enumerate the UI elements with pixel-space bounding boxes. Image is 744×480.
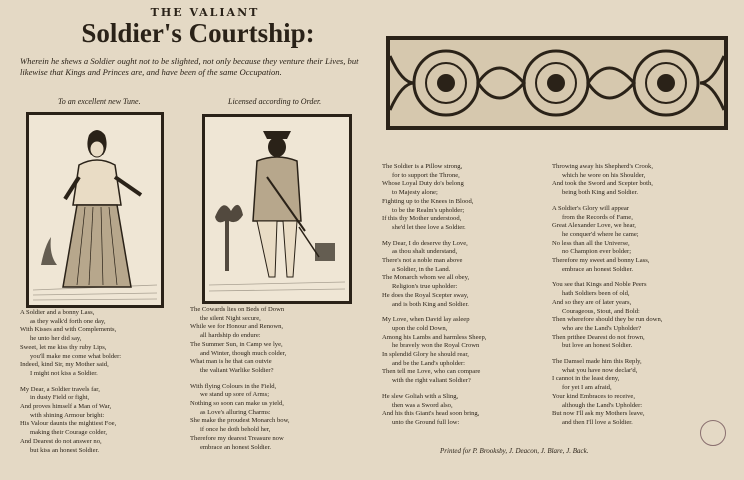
verse-line: Then tell me Love, who can compare — [382, 368, 481, 376]
verse-line: You see that Kings and Noble Peers — [552, 281, 647, 289]
tune-note: To an excellent new Tune. — [58, 97, 141, 106]
verse-line: a Soldier, in the Land. — [392, 265, 451, 273]
verse-line: what you have now declar'd, — [562, 366, 638, 374]
verse-line: he bravely won the Royal Crown — [392, 342, 480, 350]
verse-line: Therefore my sweet and bonny Lass, — [552, 257, 650, 265]
verse-line: but love an honest Soldier. — [562, 342, 633, 350]
verse-line: all hardship do endure: — [200, 332, 261, 340]
verse-line: I might not kiss a Soldier. — [30, 369, 98, 377]
woodcut-soldier-image — [202, 114, 352, 304]
verse-line: Therefore my dearest Treasure now — [190, 434, 284, 442]
verse-line: Throwing away his Shepherd's Crook, — [552, 163, 653, 170]
verse-line: embrace an honest Soldier. — [200, 443, 272, 451]
verse-line: Then wherefore should they be run down, — [552, 316, 663, 324]
verse-line: we stand up sore of Arms; — [200, 391, 270, 399]
verse-line: the valiant Warlike Soldier? — [200, 366, 274, 374]
verse-line: Fighting up to the Knees in Blood, — [382, 197, 474, 205]
verse-line: Sweet, let me kiss thy ruby Lips, — [20, 343, 107, 351]
verse-line: And took the Sword and Scepter both, — [552, 180, 653, 188]
verse-column-4 — [552, 163, 730, 428]
verse-line: being both King and Soldier. — [562, 189, 639, 197]
verse-line: In splendid Glory he should rear, — [382, 351, 469, 359]
verse-column-2 — [190, 306, 360, 452]
verse-line: Then prithee Dearest do not frown, — [552, 333, 645, 341]
woodcut-woman-image — [26, 112, 164, 308]
verse-line: The Damsel made him this Reply, — [552, 358, 642, 366]
verse-line: If this thy Mother understood, — [382, 215, 462, 223]
verse-line: While we for Honour and Renown, — [190, 323, 284, 331]
verse-line: who are the Land's Upholder? — [562, 324, 642, 332]
verse-line: The Soldier is a Pillow strong, — [382, 163, 463, 170]
verse-line: Religion's true upholder: — [392, 283, 458, 291]
verse-column-3 — [382, 163, 552, 428]
verse-line: no Champion ever bolder; — [562, 248, 632, 256]
verse-line: the silent Night secure, — [200, 314, 261, 322]
verse-line: embrace an honest Soldier. — [562, 265, 634, 273]
verse-line: and then I'll love a Soldier. — [562, 418, 633, 426]
verse-line: No less than all the Universe, — [552, 239, 630, 247]
verse-line: from the Records of Fame, — [562, 213, 633, 221]
ornamental-border-image — [386, 36, 728, 130]
license-note: Licensed according to Order. — [228, 97, 322, 106]
ballad-subtitle: Wherein he shews a Soldier ought not to be slighted, not only because they venture their Lives, but likewise that Kings and Princes are, and have been of the same Occupation. — [20, 56, 359, 77]
verse-line: making their Courage colder, — [30, 429, 108, 437]
verse-line: which he wore on his Shoulder, — [562, 171, 646, 179]
pretitle: THE VALIANT — [150, 6, 260, 19]
verse-line: Your kind Embraces to receive, — [552, 392, 636, 400]
verse-line: he unto her did say, — [30, 335, 82, 343]
verse-line: My Dear, a Soldier travels far, — [20, 385, 100, 393]
verse-line: he conquer'd where he came; — [562, 230, 639, 238]
ballad-title: Soldier's Courtship: — [81, 18, 315, 48]
verse-line: then was a Sword also, — [392, 401, 453, 409]
verse-line: for to support the Throne, — [392, 171, 460, 179]
verse-line: He slew Goliah with a Sling, — [382, 392, 459, 400]
verse-line: The Cowards lies on Beds of Down — [190, 306, 285, 313]
verse-line: with the right valiant Soldier? — [392, 377, 471, 385]
verse-line: for yet I am afraid, — [562, 384, 612, 392]
verse-line: Indeed, kind Sir, my Mother said, — [20, 361, 109, 369]
verse-line: hath Soldiers been of old, — [562, 290, 630, 298]
verse-line: in dusty Field or fight, — [30, 394, 90, 402]
verse-line: as they walk'd forth one day, — [30, 317, 106, 325]
verse-line: you'll make me come what bolder: — [30, 352, 122, 360]
verse-line: The Summer Sun, in Camp we lye, — [190, 340, 283, 348]
verse-line: with shining Armour bright: — [30, 411, 105, 419]
verse-line: And so they are of later years, — [552, 298, 632, 306]
verse-line: although the Land's Upholder: — [562, 401, 643, 409]
verse-line: A Soldier and a bonny Lass, — [20, 309, 95, 316]
library-stamp-icon — [700, 420, 726, 446]
verse-line: she'd let thee love a Soldier. — [392, 223, 466, 231]
verse-line: unto the Ground full low: — [392, 418, 460, 426]
verse-line: as Love's alluring Charms: — [200, 408, 271, 416]
verse-line: I cannot in the least deny, — [552, 375, 620, 383]
verse-line: But now I'll ask my Mothers leave, — [552, 410, 645, 418]
verse-line: Great Alexander Love, we hear, — [552, 222, 636, 230]
printer-imprint: Printed for P. Brooksby, J. Deacon, J. Blare, J. Back. — [440, 447, 589, 455]
verse-line: Courageous, Stout, and Bold: — [562, 307, 640, 315]
verse-line: to be the Realm's upholder; — [392, 206, 465, 214]
verse-line: Nothing so soon can make us yield, — [190, 400, 284, 408]
verse-line: He does the Royal Scepter sway, — [382, 291, 469, 299]
verse-line: to Majesty alone; — [392, 189, 438, 197]
verse-line: And Dearest do not answer no, — [20, 437, 102, 445]
verse-line: and Winter, though much colder, — [200, 349, 287, 357]
verse-line: and be the Land's upholder: — [392, 359, 465, 367]
verse-line: There's not a noble man above — [382, 257, 463, 265]
verse-line: My Dear, I do deserve thy Love, — [382, 239, 468, 247]
verse-line: His Valour daunts the mightiest Foe, — [20, 420, 117, 428]
verse-line: Whose Loyal Duty do's belong — [382, 180, 464, 188]
verse-line: With Kisses and with Complements, — [20, 326, 117, 334]
verse-column-1 — [20, 309, 180, 455]
verse-line: And his this Giant's head soon bring, — [382, 410, 480, 418]
verse-line: With flying Colours in the Field, — [190, 382, 277, 390]
verse-line: And proves himself a Man of War, — [20, 403, 112, 411]
verse-line: upon the cold Down, — [392, 324, 448, 332]
verse-line: What man is he that can outvie — [190, 358, 272, 366]
verse-line: but kiss an honest Soldier. — [30, 446, 100, 454]
verse-line: She make the proudest Monarch bow, — [190, 417, 290, 425]
verse-line: The Monarch whom we all obey, — [382, 274, 470, 282]
verse-line: My Love, when David lay asleep — [382, 316, 470, 324]
verse-line: as thou shalt understand, — [392, 248, 458, 256]
verse-line: Among his Lambs and harmless Sheep, — [382, 333, 487, 341]
verse-line: A Soldier's Glory will appear — [552, 204, 630, 212]
verse-line: if once he doth behold her, — [200, 426, 271, 434]
verse-line: and is both King and Soldier. — [392, 300, 469, 308]
